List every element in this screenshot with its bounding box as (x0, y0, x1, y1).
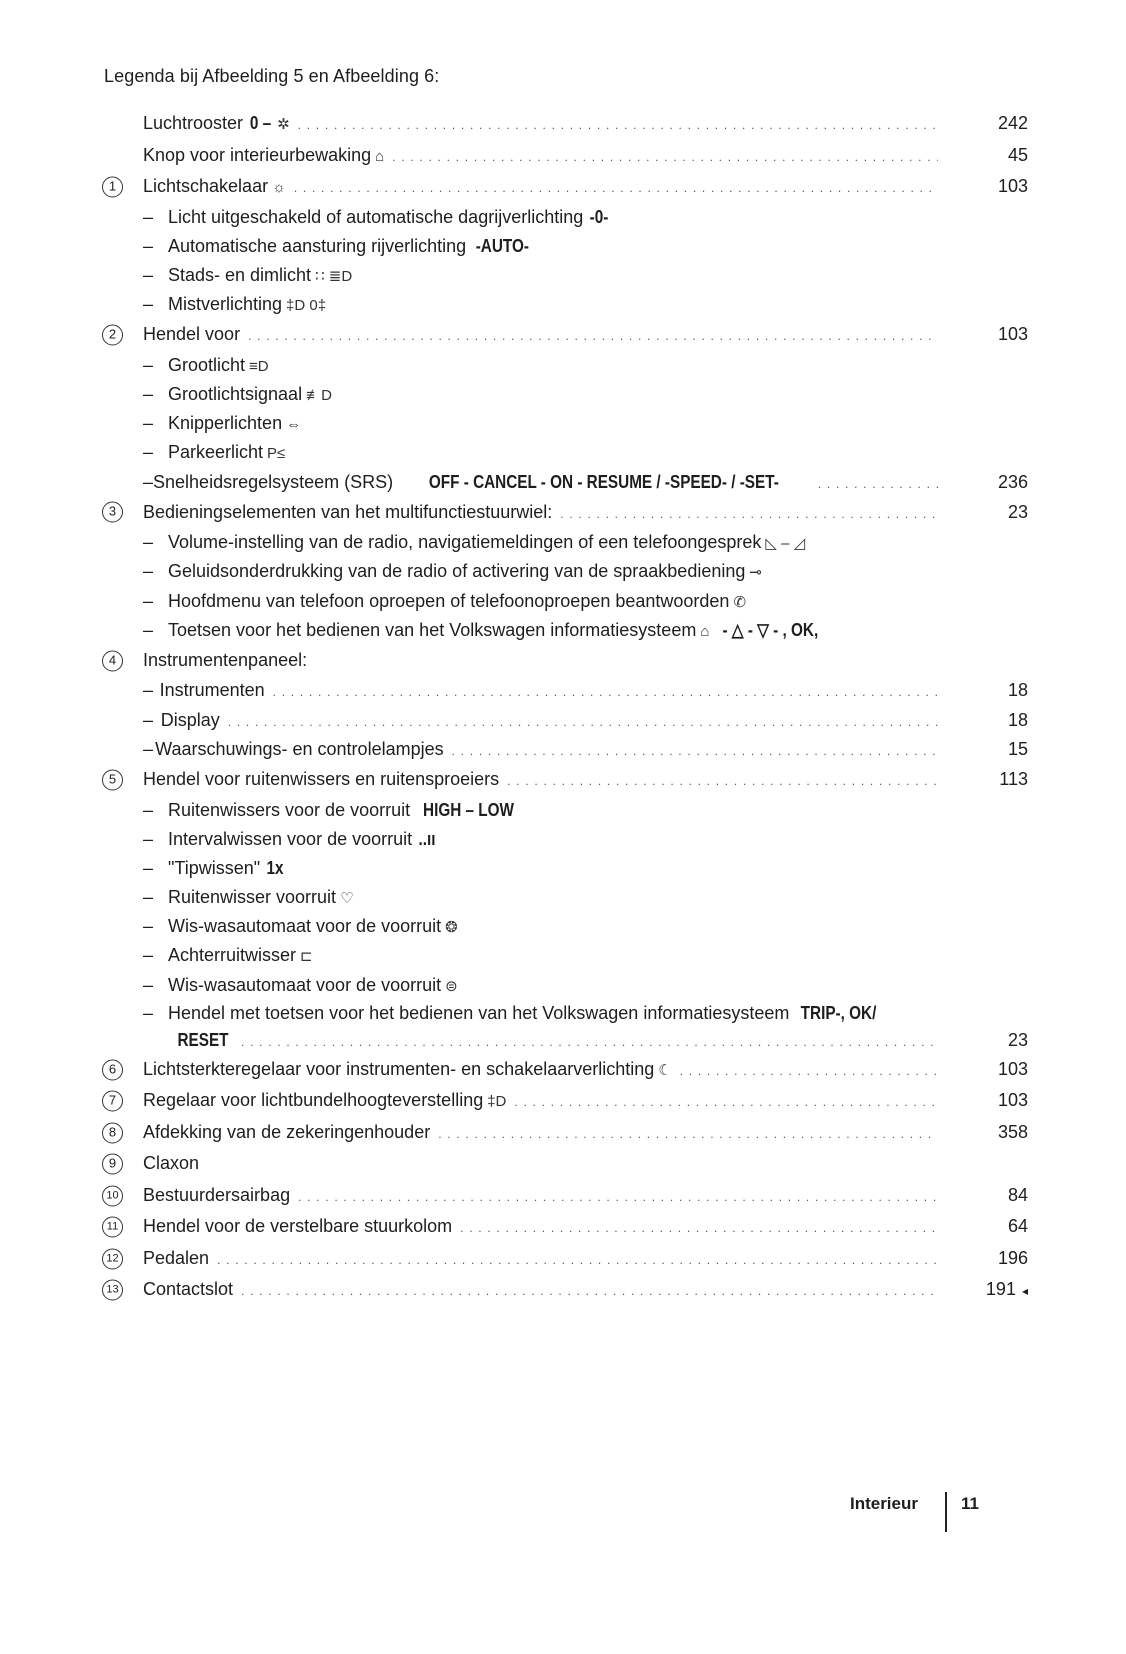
entry-text: Contactslot (143, 1279, 234, 1300)
footer-page-number: 11 (961, 1494, 979, 1513)
control-symbols: 1x (266, 857, 284, 878)
legend-entry (102, 557, 1082, 586)
entry-text: Claxon (143, 1153, 200, 1174)
entry-line (143, 735, 938, 764)
legend-entry (102, 171, 1082, 203)
entry-text: Stads- en dimlicht (168, 264, 312, 285)
mute-voice-icon: ⊸ (749, 564, 762, 582)
legend-entry (102, 912, 1082, 941)
page-reference[interactable] (968, 1211, 1028, 1243)
page-number: 18 (1007, 680, 1028, 701)
entry-number-badge: 10 (102, 1185, 123, 1206)
list-dash: – (143, 294, 154, 315)
entry-number-badge: 12 (102, 1248, 123, 1269)
entry-label (168, 438, 285, 467)
entry-text: Hendel voor ruitenwissers en ruitensproeiers (143, 769, 500, 789)
control-symbols: RESET (177, 1029, 229, 1050)
entry-text: Display (160, 709, 220, 730)
entry-text: Hendel met toetsen voor het bedienen van het Volkswagen informatiesysteem (168, 1002, 790, 1023)
legend-entry (102, 1117, 1082, 1149)
legend-entry (102, 409, 1082, 438)
page-reference[interactable] (968, 735, 1028, 764)
dot-leader (818, 470, 938, 497)
page-number: 191 (985, 1279, 1016, 1300)
entry-line (143, 796, 938, 825)
entry-text: Instrumenten (159, 680, 265, 701)
entry-label (143, 1148, 199, 1180)
entry-text: Volume-instelling van de radio, navigatiemeldingen of een telefoongesprek (168, 532, 762, 553)
entry-label (168, 825, 437, 854)
entry-label (168, 616, 827, 645)
entry-label (143, 1117, 430, 1149)
dot-leader (680, 1056, 938, 1086)
page-reference[interactable] (968, 468, 1028, 497)
entry-number-badge: 5 (102, 769, 123, 790)
entry-number-badge: 7 (102, 1091, 123, 1112)
entry-line (143, 883, 938, 912)
page-number: 64 (1007, 1216, 1028, 1237)
entry-line (143, 290, 938, 319)
legend-entry (102, 468, 1082, 497)
page-reference[interactable] (968, 706, 1028, 735)
list-dash: – (143, 206, 154, 227)
legend-entry (102, 1054, 1082, 1086)
dot-leader (241, 1029, 938, 1054)
legend-entry (102, 319, 1082, 351)
dot-leader (514, 1087, 938, 1117)
legend-entry (102, 735, 1082, 764)
page-reference[interactable] (968, 1180, 1028, 1212)
legend-intro: Legenda bij Afbeelding 5 en Afbeelding 6: (104, 66, 440, 86)
dot-leader (248, 321, 938, 351)
entry-number-badge: 4 (102, 650, 123, 671)
page-number: 18 (1007, 709, 1028, 730)
entry-line (143, 1117, 938, 1149)
legend-entry (102, 1027, 1082, 1054)
page-reference[interactable] (968, 764, 1028, 796)
entry-line (143, 1211, 938, 1243)
rear-wash-wipe-icon: ⊜ (445, 977, 458, 995)
entry-line (143, 380, 938, 409)
page-number: 23 (1007, 1029, 1028, 1050)
control-symbols: -AUTO- (475, 235, 530, 256)
legend-entry (102, 971, 1082, 1000)
entry-label (160, 676, 265, 705)
entry-line (143, 825, 938, 854)
legend-entry (102, 764, 1082, 796)
list-dash: – (143, 709, 154, 730)
entry-label (143, 497, 552, 529)
legend-entry (102, 1000, 1082, 1027)
entry-text: Mistverlichting (168, 294, 283, 315)
entry-line (143, 764, 938, 796)
entry-line (143, 1180, 938, 1212)
entry-number-badge: 8 (102, 1122, 123, 1143)
wiper-icon: ♡ (340, 890, 354, 908)
legend-list (102, 108, 1082, 1306)
list-dash: – (143, 619, 154, 640)
page-reference[interactable] (968, 1027, 1028, 1054)
list-dash: – (143, 354, 154, 375)
legend-entry (102, 825, 1082, 854)
entry-text: Instrumentenpaneel: (143, 649, 308, 670)
entry-text: Luchtrooster (143, 113, 244, 133)
entry-text: Snelheidsregelsysteem (SRS) (153, 471, 394, 492)
page-reference[interactable] (968, 1054, 1028, 1086)
list-dash: – (143, 828, 154, 849)
dot-leader (507, 766, 938, 796)
entry-text: Wis-wasautomaat voor de voorruit (168, 916, 442, 937)
legend-entry (102, 290, 1082, 319)
fan-icon: ✲ (277, 116, 290, 133)
entry-number-badge: 11 (102, 1217, 123, 1238)
control-symbols: OFF - CANCEL - ON - RESUME / -SPEED- / -SET- (429, 471, 779, 492)
continuation-arrow-icon: ◂ (1021, 1284, 1028, 1299)
entry-label (168, 941, 313, 970)
list-dash: – (143, 799, 154, 820)
entry-text: Hoofdmenu van telefoon oproepen of telefoonoproepen beantwoorden (168, 590, 730, 611)
entry-line (143, 616, 938, 645)
page-reference[interactable] (968, 497, 1028, 529)
list-dash: – (143, 857, 154, 878)
legend-entry (102, 497, 1082, 529)
control-symbols: ..ıı (418, 828, 436, 849)
entry-line (143, 497, 938, 529)
entry-text: Toetsen voor het bedienen van het Volkswagen informatiesysteem (168, 619, 697, 640)
entry-label (143, 764, 499, 796)
legend-entry (102, 941, 1082, 970)
entry-text: Regelaar voor lichtbundelhoogteverstelling (143, 1090, 484, 1111)
entry-text: "Tipwissen" (168, 857, 261, 878)
light-switch-icon: ☼ (272, 179, 286, 196)
entry-number-badge: 1 (102, 176, 123, 197)
page-number: 236 (997, 471, 1028, 492)
page-reference[interactable] (968, 1117, 1028, 1149)
entry-line (143, 645, 938, 677)
entry-text: Ruitenwissers voor de voorruit (168, 799, 411, 820)
entry-number-badge: 6 (102, 1059, 123, 1080)
dot-leader (560, 499, 938, 529)
entry-label (168, 796, 522, 825)
entry-text: Geluidsonderdrukking van de radio of activering van de spraakbediening (168, 561, 746, 582)
legend-entry (102, 1085, 1082, 1117)
entry-text: Grootlichtsignaal (168, 383, 303, 404)
entry-line (143, 1243, 938, 1275)
control-symbols: - △ - ▽ - , OK, (722, 619, 819, 640)
entry-text: Parkeerlicht (168, 442, 264, 463)
dot-leader (228, 708, 938, 735)
page-reference[interactable] (968, 1274, 1028, 1308)
entry-text: Intervalwissen voor de voorruit (168, 828, 413, 849)
legend-entry (102, 351, 1082, 380)
entry-line (143, 706, 938, 735)
entry-line (143, 409, 938, 438)
entry-text: Afdekking van de zekeringenhouder (143, 1121, 431, 1142)
entry-text: Achterruitwisser (168, 945, 297, 966)
high-beam-flash-icon: ≢D (306, 386, 332, 404)
list-dash: – (143, 413, 154, 434)
legend-entry (102, 1148, 1082, 1180)
legend-entry (102, 1180, 1082, 1212)
entry-line (143, 1148, 938, 1180)
entry-label (168, 587, 746, 616)
dot-leader (241, 1276, 938, 1306)
entry-text: Ruitenwisser voorruit (168, 887, 337, 908)
entry-label (168, 528, 805, 557)
list-dash: – (143, 561, 154, 582)
page-reference[interactable] (968, 140, 1028, 172)
legend-entry (102, 616, 1082, 645)
entry-line (143, 261, 938, 290)
parking-light-icon: P≤ (267, 445, 286, 463)
entry-label (143, 1274, 233, 1306)
entry-number-badge: 2 (102, 325, 123, 346)
entry-line (143, 1000, 938, 1027)
list-dash: – (143, 945, 154, 966)
page-reference[interactable] (968, 108, 1028, 140)
legend-entry (102, 203, 1082, 232)
entry-label (168, 409, 301, 438)
entry-text: Licht uitgeschakeld of automatische dagrijverlichting (168, 206, 584, 227)
entry-line (143, 438, 938, 467)
entry-text: Bestuurdersairbag (143, 1184, 291, 1205)
dot-leader (392, 142, 938, 172)
legend-entry (102, 706, 1082, 735)
entry-line (143, 108, 938, 140)
list-dash: – (143, 383, 154, 404)
entry-text: Lichtschakelaar (143, 176, 269, 196)
control-symbols: HIGH – LOW (423, 799, 515, 820)
entry-label (143, 171, 286, 203)
list-dash: – (143, 442, 154, 463)
dot-leader (438, 1119, 938, 1149)
dot-leader (294, 173, 938, 203)
entry-label (143, 1085, 506, 1117)
entry-line (143, 1274, 938, 1306)
entry-text: Pedalen (143, 1247, 210, 1268)
entry-line (143, 1085, 938, 1117)
page-number: 15 (1007, 738, 1028, 759)
legend-entry (102, 587, 1082, 616)
page-number: 103 (997, 1058, 1028, 1079)
dot-leader (273, 678, 938, 705)
entry-number-badge: 13 (102, 1280, 123, 1301)
legend-entry (102, 645, 1082, 677)
dot-leader (452, 737, 938, 764)
legend-entry (102, 438, 1082, 467)
entry-line (143, 468, 938, 497)
entry-text: Hendel voor (143, 324, 241, 345)
headlight-range-icon: ‡D (487, 1093, 507, 1111)
entry-label (143, 1054, 672, 1086)
entry-line (143, 1054, 938, 1086)
page-number: 358 (997, 1121, 1028, 1142)
entry-label (143, 140, 384, 172)
parking-low-beam-icon: ∷ ≣D (315, 267, 353, 285)
list-dash: – (143, 916, 154, 937)
list-dash: – (143, 887, 154, 908)
entry-line (143, 941, 938, 970)
list-dash: – (143, 264, 154, 285)
list-dash: – (143, 1002, 154, 1023)
entry-line (143, 140, 938, 172)
entry-label (143, 1243, 209, 1275)
footer-section-title: Interieur (849, 1494, 918, 1513)
control-symbols: -0- (589, 206, 609, 227)
entry-line (143, 171, 938, 203)
dot-leader (298, 1182, 938, 1212)
page-number: 196 (997, 1247, 1028, 1268)
entry-line (143, 676, 938, 705)
page-number: 84 (1007, 1184, 1028, 1205)
entry-line (143, 232, 938, 261)
legend-entry (102, 796, 1082, 825)
entry-label (168, 1000, 883, 1027)
volume-up-down-icon: ◺ – ◿ (765, 535, 806, 553)
page-number: 113 (999, 769, 1028, 789)
page-number: 103 (997, 324, 1028, 345)
legend-entry (102, 261, 1082, 290)
entry-text: Hendel voor de verstelbare stuurkolom (143, 1216, 453, 1237)
entry-label (168, 203, 610, 232)
entry-label (161, 706, 220, 735)
entry-line (143, 319, 938, 351)
list-dash: – (143, 590, 154, 611)
legend-entry (102, 854, 1082, 883)
turn-signal-icon: ⇔ (286, 416, 302, 434)
legend-entry (102, 1243, 1082, 1275)
entry-label (168, 232, 534, 261)
entry-label (143, 319, 240, 351)
entry-text: Bedieningselementen van het multifunctiestuurwiel: (143, 501, 553, 522)
legend-entry (102, 883, 1082, 912)
page-reference[interactable] (968, 1243, 1028, 1275)
page-number: 45 (1007, 144, 1028, 165)
dimmer-icon: ☾ (658, 1061, 672, 1079)
legend-entry (102, 676, 1082, 705)
entry-line (143, 854, 938, 883)
entry-text: Automatische aansturing rijverlichting (168, 235, 467, 256)
legend-entry (102, 108, 1082, 140)
entry-label (168, 1027, 233, 1054)
entry-label (153, 468, 810, 497)
entry-text: Wis-wasautomaat voor de voorruit (168, 974, 442, 995)
entry-line (143, 203, 938, 232)
entry-label (168, 971, 458, 1000)
legend-entry (102, 528, 1082, 557)
entry-line (143, 587, 938, 616)
entry-label (168, 351, 269, 380)
page-number: 242 (997, 113, 1028, 133)
dot-leader (298, 110, 938, 140)
entry-text: Knipperlichten (168, 413, 283, 434)
list-dash: – (143, 974, 154, 995)
entry-text: Grootlicht (168, 354, 246, 375)
page-number: 103 (997, 176, 1028, 196)
entry-text: Lichtsterkteregelaar voor instrumenten- en schakelaarverlichting (143, 1058, 655, 1079)
entry-label (168, 290, 326, 319)
legend-entry (102, 140, 1082, 172)
entry-line (168, 1027, 938, 1054)
page-reference[interactable] (968, 319, 1028, 351)
entry-line (143, 528, 938, 557)
wash-wipe-icon: ❂ (445, 919, 458, 937)
fog-light-icon: ‡D 0‡ (286, 297, 327, 315)
interior-monitoring-off-icon: ⌂ (375, 147, 385, 165)
list-dash: – (143, 738, 154, 759)
entry-line (143, 557, 938, 586)
page-reference[interactable] (968, 676, 1028, 705)
legend-entry (102, 1274, 1082, 1306)
control-symbols: TRIP-, OK/ (801, 1002, 877, 1023)
list-dash: – (143, 532, 154, 553)
list-dash: – (143, 235, 154, 256)
entry-label (168, 557, 762, 586)
entry-text: Waarschuwings- en controlelampjes (155, 738, 444, 759)
entry-label (143, 1211, 452, 1243)
entry-label (168, 912, 458, 941)
legend-entry (102, 1211, 1082, 1243)
footer-divider (945, 1492, 947, 1532)
entry-label (143, 108, 290, 140)
entry-line (143, 912, 938, 941)
entry-label (143, 645, 307, 677)
entry-label (168, 380, 332, 409)
page-number: 103 (997, 1090, 1028, 1111)
phone-icon: ✆ (733, 593, 747, 611)
entry-line (143, 351, 938, 380)
legend-entry (102, 232, 1082, 261)
entry-label (155, 735, 443, 764)
entry-label (143, 1180, 290, 1212)
page-reference[interactable] (968, 171, 1028, 203)
high-beam-icon: ≡D (249, 357, 269, 375)
entry-label (168, 261, 352, 290)
entry-number-badge: 3 (102, 502, 123, 523)
list-dash: – (143, 680, 154, 701)
dot-leader (460, 1213, 938, 1243)
entry-label (168, 883, 354, 912)
car-menu-icon: ⌂ (700, 622, 710, 640)
dot-leader (217, 1245, 938, 1275)
list-dash: – (143, 471, 154, 492)
rear-wiper-icon: ⊏ (300, 948, 313, 966)
page-number: 23 (1007, 501, 1028, 522)
legend-entry (102, 380, 1082, 409)
control-symbols: 0 – (249, 113, 272, 133)
entry-line (143, 971, 938, 1000)
entry-number-badge: 9 (102, 1154, 123, 1175)
page-reference[interactable] (968, 1085, 1028, 1117)
entry-label (168, 854, 285, 883)
entry-text: Knop voor interieurbewaking (143, 144, 372, 165)
